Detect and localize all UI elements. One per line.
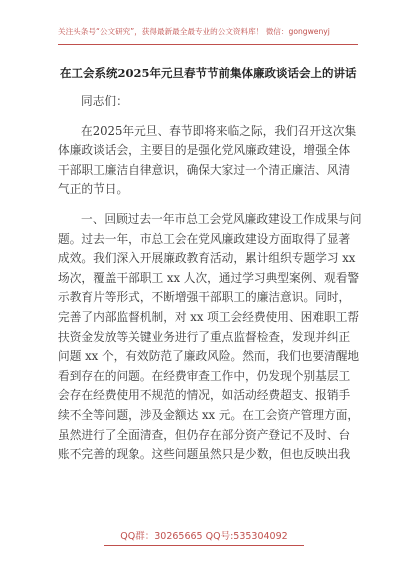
paragraph-line: 成效。我们深入开展廉政教育活动，累计组织专题学习 xx xyxy=(58,251,356,266)
salutation: 同志们： xyxy=(81,94,128,108)
footer-contact: QQ群：30265665 QQ号:535304092 xyxy=(120,531,288,542)
paragraph-line: 题。过去一年，市总工会在党风廉政建设方面取得了显著 xyxy=(58,231,351,246)
paragraph-line: 体廉政谈话会，主要目的是强化党风廉政建设，增强全体 xyxy=(58,143,351,158)
document-title: 在工会系统2025年元旦春节节前集体廉政谈话会上的讲话 xyxy=(60,66,357,80)
header-banner: 关注头条号“公文研究”，获得最新最全最专业的公文资料库！ 微信：gongwenyj xyxy=(58,27,330,36)
paragraph-line: 一、回顾过去一年市总工会党风廉政建设工作成果与问 xyxy=(81,211,362,226)
paragraph-line: 续不全等问题，涉及金额达 xx 元。在工会资产管理方面， xyxy=(58,407,360,422)
footer-divider xyxy=(104,545,304,546)
paragraph-line: 账不完善的现象。这些问题虽然只是少数，但也反映出我 xyxy=(58,447,351,462)
paragraph-line: 场次，覆盖干部职工 xx 人次，通过学习典型案例、观看警 xyxy=(58,270,360,285)
paragraph-line: 看到存在的问题。在经费审查工作中，仍发现个别基层工 xyxy=(58,368,351,383)
paragraph-2 xyxy=(58,210,362,465)
paragraph-line: 虽然进行了全面清查，但仍存在部分资产登记不及时、台 xyxy=(58,427,351,442)
paragraph-line: 在2025年元旦、春节即将来临之际，我们召开这次集 xyxy=(81,123,357,138)
paragraph-line: 扶资金发放等关键业务进行了重点监督检查，发现并纠正 xyxy=(58,329,351,344)
paragraph-line: 示教育片等形式，不断增强干部职工的廉洁意识。同时， xyxy=(58,290,351,305)
paragraph-1 xyxy=(58,122,357,200)
paragraph-line: 气正的节日。 xyxy=(58,182,129,197)
paragraph-line: 问题 xx 个，有效防范了廉政风险。然而，我们也要清醒地 xyxy=(58,349,360,364)
paragraph-line: 完善了内部监督机制，对 xx 项工会经费使用、困难职工帮 xyxy=(58,309,360,324)
paragraph-line: 会存在经费使用不规范的情况，如活动经费超支、报销手 xyxy=(58,388,351,403)
paragraph-line: 干部职工廉洁自律意识，确保大家过一个清正廉洁、风清 xyxy=(58,162,351,177)
header-divider xyxy=(58,44,358,45)
document-body xyxy=(58,92,362,465)
